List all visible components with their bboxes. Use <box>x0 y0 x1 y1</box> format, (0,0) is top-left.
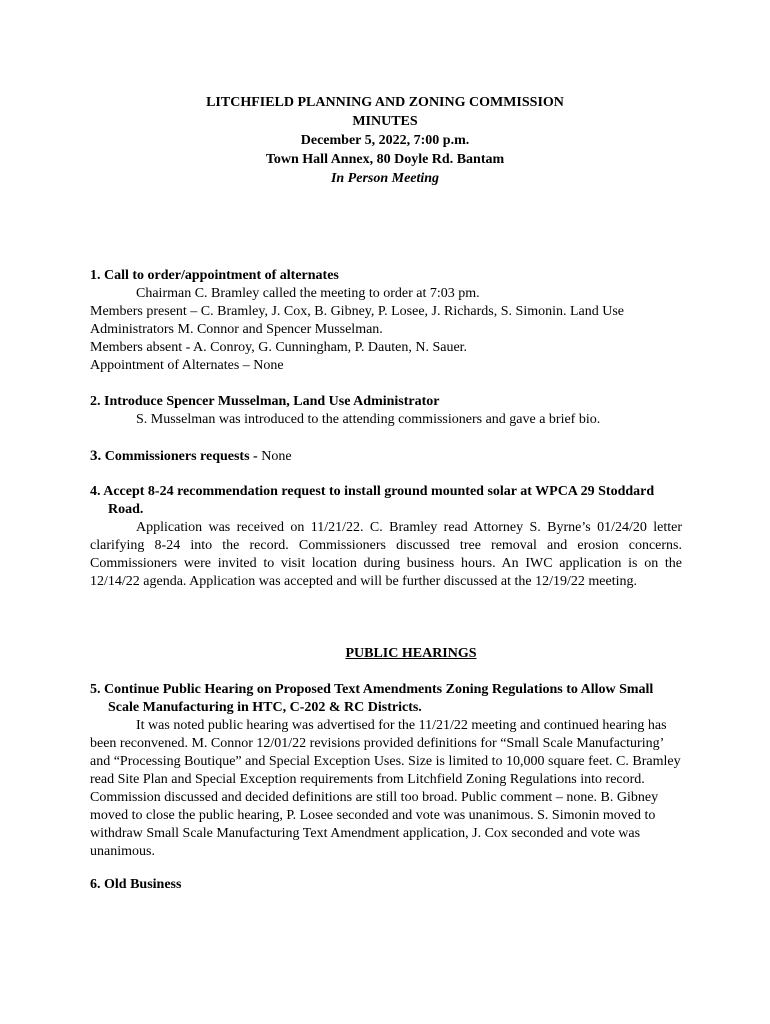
section-title: 6. Old Business <box>90 877 182 892</box>
section-value: None <box>257 449 292 464</box>
section-number: 3. <box>90 448 102 464</box>
section-title: 1. Call to order/appointment of alternates <box>90 268 339 283</box>
section-title: 5. Continue Public Hearing on Proposed Text Amendments Zoning Regulations to Allow Small Scale Manufacturing in HTC, C-202 & RC Districts. <box>90 682 654 715</box>
members-absent: Members absent - A. Conroy, G. Cunningham, P. Dauten, N. Sauer. <box>90 340 468 355</box>
section-accept-8-24 <box>90 483 682 591</box>
section-title: 4. Accept 8-24 recommendation request to install ground mounted solar at WPCA 29 Stoddard Road. <box>90 484 655 517</box>
members-present: Members present – C. Bramley, J. Cox, B. Gibney, P. Losee, J. Richards, S. Simonin. Land Use Administrators M. Connor and Spencer Musselman. <box>90 304 625 337</box>
section-introduce <box>90 393 682 429</box>
section-old-business <box>90 876 682 894</box>
meeting-date: December 5, 2022, 7:00 p.m. <box>300 133 470 148</box>
section-title <box>90 447 682 466</box>
section-public-hearing <box>90 681 682 861</box>
section-title: 2. Introduce Spencer Musselman, Land Use Administrator <box>90 394 440 409</box>
alternates: Appointment of Alternates – None <box>90 358 284 373</box>
public-hearings-heading: PUBLIC HEARINGS <box>345 646 477 661</box>
meeting-type: In Person Meeting <box>330 171 440 186</box>
meeting-location: Town Hall Annex, 80 Doyle Rd. Bantam <box>265 152 505 167</box>
section-commissioners-requests <box>90 447 682 466</box>
section-call-to-order <box>90 267 682 375</box>
section-title-text: Commissioners requests - <box>101 449 258 464</box>
minutes-title: MINUTES <box>352 114 418 129</box>
paragraph: It was noted public hearing was advertised for the 11/21/22 meeting and continued hearing has been reconvened. M. Connor 12/01/22 revisions provided definitions for “Small Scale Manufacturing’ and “Processing Boutique” and Special Exception Uses. Size is limited to 10,000 square feet. C. Bramley read Site Plan and Special Exception requirements from Litchfield Zoning Regulations into record. Commission discussed and decided definitions are still too broad. Public comment – none. B. Gibney moved to close the public hearing, P. Losee seconded and vote was unanimous. S. Simonin moved to withdraw Small Scale Manufacturing Text Amendment application, J. Cox seconded and vote was unanimous. <box>90 718 681 859</box>
commission-title: LITCHFIELD PLANNING AND ZONING COMMISSION <box>206 95 564 110</box>
paragraph: S. Musselman was introduced to the attending commissioners and gave a brief bio. <box>136 412 601 427</box>
paragraph: Application was received on 11/21/22. C. Bramley read Attorney S. Byrne’s 01/24/20 letter clarifying 8-24 into the record. Commissioners discussed tree removal and erosion concerns. Commissioners were invited to visit location during business hours. An IWC application is on the 12/14/22 agenda. Application was accepted and will be further discussed at the 12/19/22 meeting. <box>90 520 682 589</box>
paragraph: Chairman C. Bramley called the meeting to order at 7:03 pm. <box>136 286 480 301</box>
document-header <box>0 93 770 188</box>
